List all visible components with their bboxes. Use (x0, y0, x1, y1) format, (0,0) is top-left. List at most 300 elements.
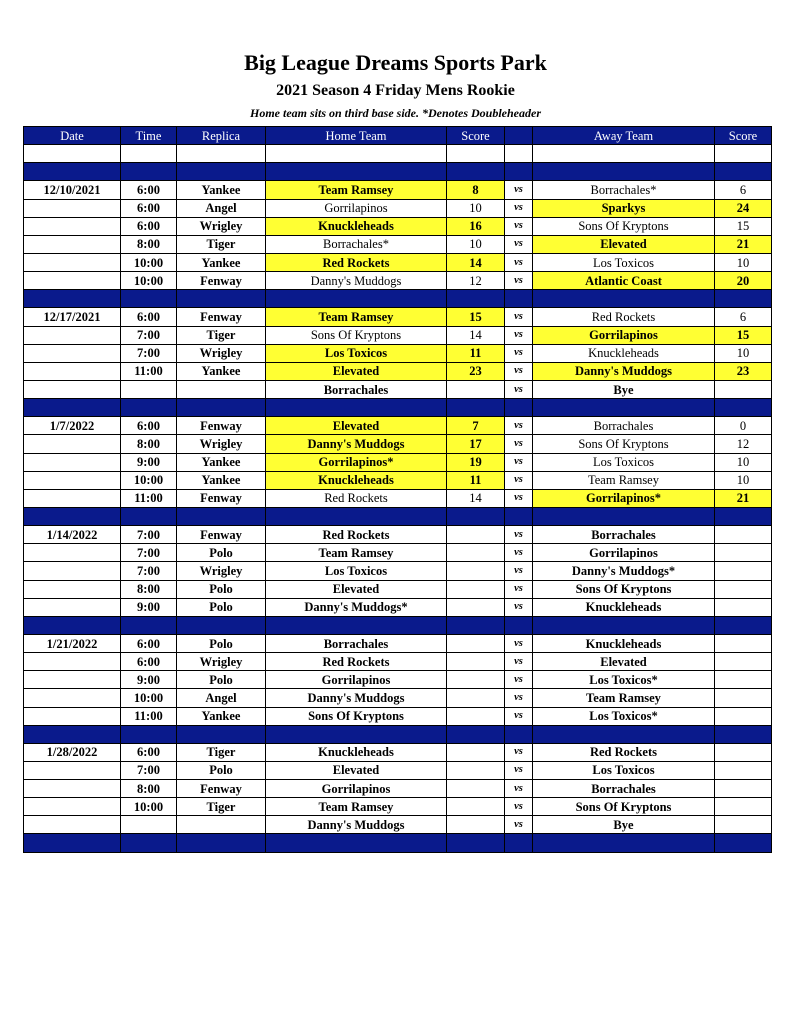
game-time: 6:00 (121, 199, 177, 217)
home-score: 8 (447, 181, 505, 199)
home-team: Danny's Muddogs (266, 435, 447, 453)
away-score (715, 798, 772, 816)
home-score (447, 526, 505, 544)
vs-label: vs (505, 362, 533, 380)
game-replica-field: Fenway (177, 308, 266, 326)
game-time: 7:00 (121, 562, 177, 580)
game-date (24, 816, 121, 834)
home-score: 15 (447, 308, 505, 326)
away-score (715, 689, 772, 707)
away-team: Borrachales (533, 526, 715, 544)
band-cell (121, 399, 177, 417)
game-row (24, 471, 772, 489)
vs-label: vs (505, 580, 533, 598)
home-score: 23 (447, 362, 505, 380)
band-cell (533, 163, 715, 181)
game-date (24, 780, 121, 798)
home-team: Borrachales* (266, 235, 447, 253)
home-team: Gorrilapinos* (266, 453, 447, 471)
home-score (447, 653, 505, 671)
home-team: Elevated (266, 761, 447, 779)
game-time: 11:00 (121, 707, 177, 725)
game-row (24, 562, 772, 580)
band-cell (447, 725, 505, 743)
band-cell (505, 725, 533, 743)
home-team: Team Ramsey (266, 798, 447, 816)
empty-cell (266, 145, 447, 163)
game-time: 6:00 (121, 653, 177, 671)
band-cell (177, 507, 266, 525)
game-replica-field: Wrigley (177, 653, 266, 671)
game-time: 7:00 (121, 344, 177, 362)
away-team: Bye (533, 816, 715, 834)
home-team: Team Ramsey (266, 308, 447, 326)
game-time: 10:00 (121, 689, 177, 707)
vs-label: vs (505, 707, 533, 725)
game-date: 1/14/2022 (24, 526, 121, 544)
game-time: 10:00 (121, 253, 177, 271)
away-team: Los Toxicos (533, 761, 715, 779)
home-score (447, 380, 505, 398)
away-score: 6 (715, 181, 772, 199)
game-date (24, 671, 121, 689)
game-time: 11:00 (121, 362, 177, 380)
game-replica-field: Polo (177, 580, 266, 598)
home-team: Borrachales (266, 380, 447, 398)
game-row (24, 761, 772, 779)
empty-cell (533, 145, 715, 163)
game-replica-field: Tiger (177, 743, 266, 761)
away-score (715, 816, 772, 834)
away-team: Sparkys (533, 199, 715, 217)
home-team: Red Rockets (266, 653, 447, 671)
home-score: 19 (447, 453, 505, 471)
game-replica-field: Polo (177, 761, 266, 779)
away-score (715, 780, 772, 798)
away-score: 23 (715, 362, 772, 380)
band-cell (177, 399, 266, 417)
game-date (24, 598, 121, 616)
game-time: 8:00 (121, 435, 177, 453)
band-cell (533, 399, 715, 417)
vs-label: vs (505, 653, 533, 671)
away-score: 24 (715, 199, 772, 217)
home-score: 14 (447, 489, 505, 507)
home-team: Gorrilapinos (266, 671, 447, 689)
away-score: 10 (715, 453, 772, 471)
game-date (24, 761, 121, 779)
game-replica-field: Fenway (177, 489, 266, 507)
home-team: Elevated (266, 417, 447, 435)
game-time: 7:00 (121, 544, 177, 562)
game-replica-field: Yankee (177, 707, 266, 725)
home-score (447, 580, 505, 598)
away-score: 0 (715, 417, 772, 435)
week-separator-band (24, 834, 772, 852)
away-team: Knuckleheads (533, 634, 715, 652)
game-replica-field: Fenway (177, 780, 266, 798)
vs-label: vs (505, 308, 533, 326)
empty-cell (715, 145, 772, 163)
band-cell (533, 616, 715, 634)
game-time: 10:00 (121, 272, 177, 290)
game-row (24, 362, 772, 380)
band-cell (533, 834, 715, 852)
away-team: Borrachales (533, 780, 715, 798)
vs-label: vs (505, 272, 533, 290)
game-replica-field: Yankee (177, 181, 266, 199)
game-time: 6:00 (121, 217, 177, 235)
game-date (24, 580, 121, 598)
band-cell (447, 399, 505, 417)
band-cell (715, 507, 772, 525)
band-cell (121, 163, 177, 181)
home-score (447, 562, 505, 580)
band-cell (121, 507, 177, 525)
home-team: Gorrilapinos (266, 780, 447, 798)
home-score (447, 798, 505, 816)
band-cell (24, 616, 121, 634)
band-cell (447, 163, 505, 181)
away-score (715, 671, 772, 689)
column-header-away-team: Away Team (533, 127, 715, 145)
vs-label: vs (505, 181, 533, 199)
page-subtitle: 2021 Season 4 Friday Mens Rookie (276, 82, 515, 99)
game-row (24, 253, 772, 271)
game-replica-field: Wrigley (177, 217, 266, 235)
band-cell (447, 616, 505, 634)
away-score (715, 761, 772, 779)
home-team: Red Rockets (266, 526, 447, 544)
week-separator-band (24, 616, 772, 634)
band-cell (505, 399, 533, 417)
game-row (24, 689, 772, 707)
vs-label: vs (505, 453, 533, 471)
away-score: 6 (715, 308, 772, 326)
game-replica-field: Yankee (177, 471, 266, 489)
game-row (24, 780, 772, 798)
game-row (24, 816, 772, 834)
band-cell (24, 399, 121, 417)
game-row (24, 199, 772, 217)
band-cell (266, 507, 447, 525)
game-time: 9:00 (121, 671, 177, 689)
game-replica-field (177, 816, 266, 834)
game-row (24, 526, 772, 544)
game-row (24, 580, 772, 598)
vs-label: vs (505, 689, 533, 707)
home-score: 14 (447, 326, 505, 344)
band-cell (266, 834, 447, 852)
vs-label: vs (505, 816, 533, 834)
home-score (447, 671, 505, 689)
schedule-body (24, 145, 772, 852)
game-replica-field: Tiger (177, 235, 266, 253)
vs-label: vs (505, 798, 533, 816)
band-cell (447, 834, 505, 852)
away-team: Los Toxicos* (533, 707, 715, 725)
away-team: Sons Of Kryptons (533, 580, 715, 598)
band-cell (505, 290, 533, 308)
band-cell (533, 725, 715, 743)
game-row (24, 671, 772, 689)
column-header-replica: Replica (177, 127, 266, 145)
vs-label: vs (505, 217, 533, 235)
game-row (24, 653, 772, 671)
away-score: 15 (715, 217, 772, 235)
game-date (24, 362, 121, 380)
home-team: Knuckleheads (266, 217, 447, 235)
game-time: 8:00 (121, 780, 177, 798)
game-date (24, 217, 121, 235)
game-row (24, 798, 772, 816)
home-team: Los Toxicos (266, 344, 447, 362)
game-date (24, 235, 121, 253)
home-team: Sons Of Kryptons (266, 707, 447, 725)
game-time: 7:00 (121, 326, 177, 344)
game-date (24, 798, 121, 816)
home-score: 16 (447, 217, 505, 235)
home-team: Danny's Muddogs* (266, 598, 447, 616)
game-replica-field: Wrigley (177, 562, 266, 580)
game-date (24, 544, 121, 562)
band-cell (266, 163, 447, 181)
vs-label: vs (505, 743, 533, 761)
band-cell (505, 507, 533, 525)
game-time: 7:00 (121, 761, 177, 779)
band-cell (121, 616, 177, 634)
game-replica-field: Wrigley (177, 344, 266, 362)
vs-label: vs (505, 199, 533, 217)
game-replica-field: Tiger (177, 326, 266, 344)
away-score: 10 (715, 471, 772, 489)
column-header-home-team: Home Team (266, 127, 447, 145)
game-row (24, 598, 772, 616)
game-row (24, 326, 772, 344)
game-replica-field: Polo (177, 544, 266, 562)
home-team: Los Toxicos (266, 562, 447, 580)
home-score (447, 780, 505, 798)
game-time: 8:00 (121, 580, 177, 598)
game-time: 9:00 (121, 598, 177, 616)
column-header-vs (505, 127, 533, 145)
game-date (24, 326, 121, 344)
band-cell (505, 834, 533, 852)
game-row (24, 634, 772, 652)
band-cell (24, 290, 121, 308)
band-cell (121, 290, 177, 308)
game-date: 1/28/2022 (24, 743, 121, 761)
home-team: Elevated (266, 362, 447, 380)
column-header-away-score: Score (715, 127, 772, 145)
game-date (24, 489, 121, 507)
game-date: 1/7/2022 (24, 417, 121, 435)
away-team: Gorrilapinos (533, 544, 715, 562)
vs-label: vs (505, 235, 533, 253)
away-score: 21 (715, 489, 772, 507)
away-team: Gorrilapinos* (533, 489, 715, 507)
band-cell (24, 725, 121, 743)
home-team: Danny's Muddogs (266, 272, 447, 290)
band-cell (533, 507, 715, 525)
vs-label: vs (505, 489, 533, 507)
game-date (24, 471, 121, 489)
week-separator-band (24, 163, 772, 181)
game-date: 12/10/2021 (24, 181, 121, 199)
game-date (24, 689, 121, 707)
band-cell (266, 399, 447, 417)
band-cell (266, 290, 447, 308)
away-score (715, 562, 772, 580)
away-team: Los Toxicos (533, 253, 715, 271)
empty-cell (505, 145, 533, 163)
game-time (121, 380, 177, 398)
home-score: 17 (447, 435, 505, 453)
game-replica-field: Angel (177, 199, 266, 217)
game-date: 12/17/2021 (24, 308, 121, 326)
band-cell (715, 163, 772, 181)
vs-label: vs (505, 417, 533, 435)
game-time: 8:00 (121, 235, 177, 253)
band-cell (505, 616, 533, 634)
home-score: 11 (447, 471, 505, 489)
week-separator-band (24, 290, 772, 308)
game-date (24, 272, 121, 290)
vs-label: vs (505, 326, 533, 344)
home-score: 12 (447, 272, 505, 290)
away-team: Knuckleheads (533, 598, 715, 616)
away-score: 10 (715, 344, 772, 362)
game-row (24, 217, 772, 235)
away-score: 20 (715, 272, 772, 290)
away-team: Sons Of Kryptons (533, 217, 715, 235)
game-row (24, 380, 772, 398)
game-replica-field: Wrigley (177, 435, 266, 453)
game-date (24, 562, 121, 580)
week-separator-band (24, 507, 772, 525)
game-replica-field: Polo (177, 634, 266, 652)
home-score: 14 (447, 253, 505, 271)
home-score (447, 743, 505, 761)
game-replica-field: Yankee (177, 253, 266, 271)
game-row (24, 417, 772, 435)
empty-cell (447, 145, 505, 163)
game-time: 10:00 (121, 798, 177, 816)
game-replica-field: Angel (177, 689, 266, 707)
away-team: Sons Of Kryptons (533, 798, 715, 816)
away-team: Los Toxicos* (533, 671, 715, 689)
away-score (715, 743, 772, 761)
band-cell (715, 616, 772, 634)
band-cell (121, 834, 177, 852)
away-score (715, 526, 772, 544)
game-row (24, 489, 772, 507)
game-date (24, 253, 121, 271)
away-team: Knuckleheads (533, 344, 715, 362)
game-replica-field: Yankee (177, 453, 266, 471)
game-replica-field: Tiger (177, 798, 266, 816)
home-team: Knuckleheads (266, 471, 447, 489)
home-score (447, 689, 505, 707)
home-score (447, 761, 505, 779)
away-score (715, 634, 772, 652)
home-team: Red Rockets (266, 253, 447, 271)
home-score (447, 816, 505, 834)
band-cell (447, 290, 505, 308)
home-team: Sons Of Kryptons (266, 326, 447, 344)
game-date: 1/21/2022 (24, 634, 121, 652)
away-score: 12 (715, 435, 772, 453)
away-team: Bye (533, 380, 715, 398)
home-score (447, 707, 505, 725)
vs-label: vs (505, 380, 533, 398)
band-cell (121, 725, 177, 743)
game-time: 6:00 (121, 417, 177, 435)
vs-label: vs (505, 634, 533, 652)
column-header-home-score: Score (447, 127, 505, 145)
home-team: Elevated (266, 580, 447, 598)
empty-cell (177, 145, 266, 163)
game-time: 9:00 (121, 453, 177, 471)
game-date (24, 653, 121, 671)
away-score (715, 707, 772, 725)
vs-label: vs (505, 471, 533, 489)
away-team: Borrachales (533, 417, 715, 435)
game-time: 6:00 (121, 743, 177, 761)
page-title: Big League Dreams Sports Park (244, 50, 547, 75)
game-date (24, 344, 121, 362)
blank-row (24, 145, 772, 163)
away-score (715, 653, 772, 671)
game-row (24, 272, 772, 290)
vs-label: vs (505, 544, 533, 562)
away-team: Team Ramsey (533, 689, 715, 707)
game-time: 6:00 (121, 308, 177, 326)
game-row (24, 235, 772, 253)
away-score (715, 580, 772, 598)
table-header-row (24, 127, 772, 145)
game-time: 6:00 (121, 634, 177, 652)
vs-label: vs (505, 435, 533, 453)
game-row (24, 308, 772, 326)
empty-cell (121, 145, 177, 163)
away-score (715, 544, 772, 562)
away-team: Red Rockets (533, 308, 715, 326)
vs-label: vs (505, 253, 533, 271)
game-date (24, 453, 121, 471)
game-replica-field: Fenway (177, 417, 266, 435)
away-team: Gorrilapinos (533, 326, 715, 344)
game-replica-field: Fenway (177, 526, 266, 544)
game-replica-field (177, 380, 266, 398)
away-team: Danny's Muddogs (533, 362, 715, 380)
home-score (447, 634, 505, 652)
vs-label: vs (505, 761, 533, 779)
band-cell (177, 163, 266, 181)
game-row (24, 544, 772, 562)
band-cell (533, 290, 715, 308)
away-team: Los Toxicos (533, 453, 715, 471)
week-separator-band (24, 725, 772, 743)
game-date (24, 380, 121, 398)
band-cell (715, 290, 772, 308)
empty-cell (24, 145, 121, 163)
home-team: Red Rockets (266, 489, 447, 507)
game-replica-field: Polo (177, 598, 266, 616)
home-team: Team Ramsey (266, 544, 447, 562)
home-score (447, 544, 505, 562)
band-cell (177, 834, 266, 852)
